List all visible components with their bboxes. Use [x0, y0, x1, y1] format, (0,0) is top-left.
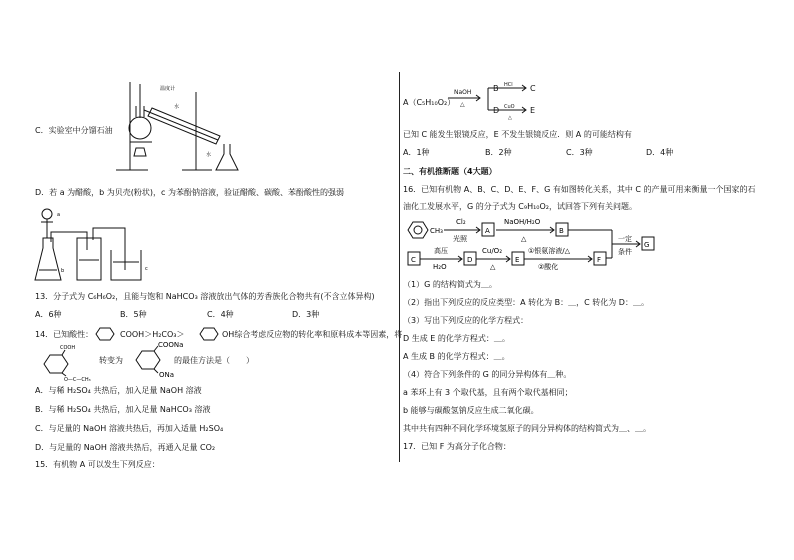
scheme-a: A（C₅H₁₀O₂） [403, 98, 456, 107]
flow-box-c: C [411, 256, 416, 264]
q16-flow-diagram [402, 214, 670, 270]
sub-question-4c: 其中共有四种不同化学环境氢原子的同分异构体的结构简式为＿、＿。 [403, 424, 651, 433]
phenol-ring-icon [196, 327, 222, 341]
salt-ona: ONa [159, 371, 175, 379]
question-13: 13．分子式为 C₆H₆O₂，且能与饱和 NaHCO₃ 溶液放出气体的芳香族化合物共有(不含立体异构) [35, 292, 375, 301]
label-c: c [145, 266, 148, 272]
scheme-delta-1: △ [460, 101, 465, 108]
label-a: a [57, 212, 61, 218]
flow-box-e: E [515, 256, 520, 264]
q14-transform: 转变为 [99, 356, 123, 365]
q14-prefix: 14．已知酸性： [35, 330, 94, 339]
acidity-apparatus [33, 204, 155, 286]
flow-acidify: ②酸化 [538, 263, 559, 271]
option-c-distill: C．实验室中分馏石油 [35, 126, 113, 135]
q14-option-c: C．与足量的 NaOH 溶液共热后，再加入适量 H₂SO₄ [35, 424, 224, 433]
sub-question-4a: a 苯环上有 3 个取代基，且有两个取代基相同； [403, 388, 573, 397]
flow-delta-a: △ [521, 235, 527, 243]
q14-option-d: D．与足量的 NaOH 溶液共热后，再通入足量 CO₂ [35, 443, 216, 452]
section-title: 二、有机推断题（4大题） [403, 167, 497, 176]
flow-box-d: D [467, 256, 473, 264]
q15-option-d: D．4种 [646, 148, 674, 157]
flow-delta-b: △ [490, 263, 496, 271]
scheme-b-top: B [493, 84, 499, 93]
scheme-cuo: CuO [504, 104, 515, 110]
thermometer-label: 温度计 [160, 86, 176, 92]
aspirin-ester: O—C—CH₃ [64, 377, 91, 383]
scheme-e: E [530, 106, 536, 115]
label-b: b [61, 268, 65, 274]
sub-question-4b: b 能够与碳酸氢钠反应生成二氧化碳。 [403, 406, 539, 415]
flow-box-a: A [485, 227, 490, 235]
sub-question-1: （1）G 的结构简式为＿。 [403, 280, 497, 289]
toluene-ring-icon [408, 222, 428, 238]
q13-option-a: A．6种 [35, 310, 62, 319]
q15-option-b: B．2种 [485, 148, 512, 157]
aspirin-structure [38, 344, 98, 382]
salt-structure [132, 340, 184, 382]
flow-cond-1: 一定 [618, 235, 632, 243]
flow-light: 光照 [453, 235, 467, 243]
q15-stem: 已知 C 能发生银镜反应，E 不发生银镜反应．则 A 的可能结构有 [403, 130, 632, 139]
aspirin-cooh: COOH [60, 345, 76, 351]
scheme-d: D [493, 106, 500, 115]
flow-cond-2: 条件 [618, 248, 632, 256]
water-in-label: 水 [174, 104, 180, 110]
scheme-naoh: NaOH [454, 89, 472, 96]
flow-pressure: 高压 [434, 247, 448, 255]
sub-question-4: （4）符合下列条件的 G 的同分异构体有＿种。 [403, 370, 572, 379]
flow-box-g: G [644, 241, 650, 249]
flow-box-f: F [597, 256, 602, 264]
water-out-label: 水 [206, 152, 212, 158]
distillation-apparatus [108, 78, 243, 176]
salt-coona: COONa [158, 341, 184, 349]
sub-question-2: （2）指出下列反应的反应类型：A 转化为 B：＿，C 转化为 D：＿。 [403, 298, 649, 307]
question-17: 17．已知 F 为高分子化合物： [403, 442, 511, 451]
q15-option-c: C．3种 [566, 148, 593, 157]
flow-ch3: CH₃ [430, 227, 443, 235]
flow-h2o: H₂O [433, 263, 447, 271]
q13-option-b: B．5种 [120, 310, 147, 319]
q13-option-c: C．4种 [207, 310, 234, 319]
question-15: 15．有机物 A 可以发生下列反应： [35, 460, 160, 469]
option-d-acidity: D．若 a 为醋酸，b 为贝壳(粉状)，c 为苯酚钠溶液，验证醋酸、碳酸、苯酚酸性的强弱 [35, 188, 344, 197]
scheme-delta-2: △ [508, 115, 512, 121]
column-divider [399, 72, 400, 462]
sub-question-3a: D 生成 E 的化学方程式：＿。 [403, 334, 510, 343]
q14-middle-2: OH综合考虑反应物的转化率和原料成本等因素，将 [222, 330, 403, 339]
sub-question-3b: A 生成 B 的化学方程式：＿。 [403, 352, 510, 361]
q13-option-d: D．3种 [292, 310, 320, 319]
flow-naoh-h2o: NaOH/H₂O [504, 218, 541, 226]
flow-silver: ①银氨溶液/△ [528, 247, 571, 255]
flow-cu-o2: Cu/O₂ [482, 247, 502, 255]
q16-line-2: 油化工发展水平，G 的分子式为 C₉H₁₀O₂，试回答下列有关问题。 [403, 202, 638, 211]
sub-question-3: （3）写出下列反应的化学方程式： [403, 316, 529, 325]
q14-option-a: A．与稀 H₂SO₄ 共热后，加入足量 NaOH 溶液 [35, 386, 202, 395]
benzoic-ring-icon [92, 327, 118, 341]
q15-option-a: A．1种 [403, 148, 430, 157]
q14-option-b: B．与稀 H₂SO₄ 共热后，加入足量 NaHCO₃ 溶液 [35, 405, 211, 414]
q16-line-1: 16．已知有机物 A、B、C、D、E、F、G 有如图转化关系，其中 C 的产量可用来衡量一个国家的石 [403, 185, 756, 194]
flow-cl2: Cl₂ [456, 218, 466, 226]
scheme-hcl: HCl [504, 82, 513, 88]
flow-box-b: B [559, 227, 564, 235]
scheme-c: C [530, 84, 536, 93]
q14-middle-1: COOH＞H₂CO₃＞ [120, 330, 185, 339]
q14-tail: 的最佳方法是（ ） [174, 356, 254, 365]
